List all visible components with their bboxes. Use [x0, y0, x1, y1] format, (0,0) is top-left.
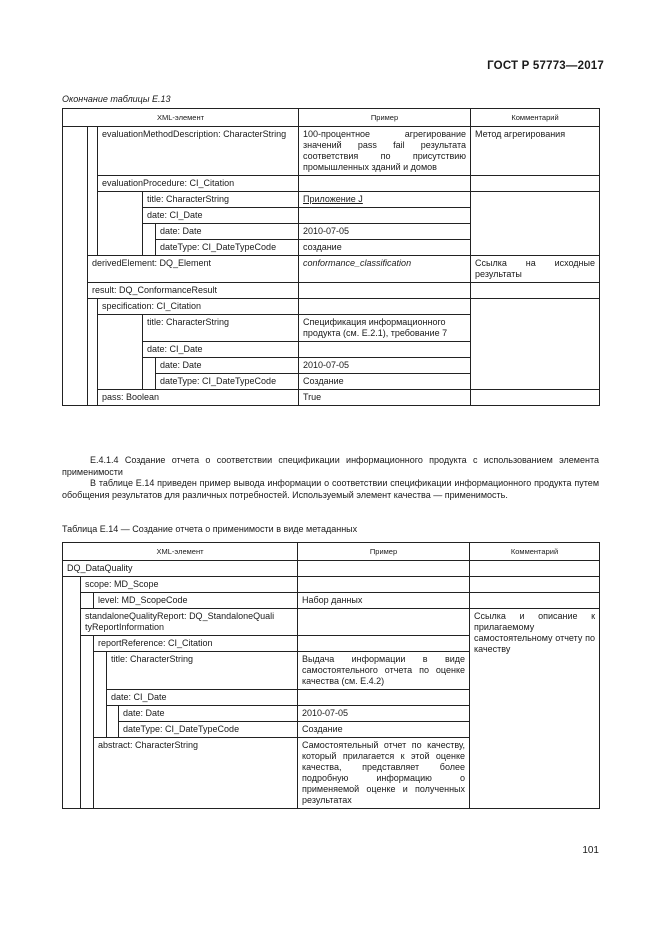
example-cell: 2010-07-05 — [299, 358, 471, 374]
table-row — [63, 127, 600, 176]
xml-element: title: CharacterString — [143, 192, 299, 208]
example-cell: Самостоятельный отчет по качеству, который прилагается к этой оценке качества, представляет более подробную информацию о применяемой оценке и полученных результатах — [298, 738, 470, 809]
comment-cell: Ссылка и описание к прилагаемому самостоятельному отчету по качеству — [470, 609, 600, 809]
table-row — [63, 593, 600, 609]
xml-element: dateType: CI_DateTypeCode — [156, 240, 299, 256]
xml-element: title: CharacterString — [107, 652, 298, 690]
col-header-example: Пример — [298, 543, 470, 561]
page-number: 101 — [582, 845, 599, 856]
table-row — [63, 283, 600, 299]
xml-element: date: Date — [156, 358, 299, 374]
example-cell: Спецификация информационного продукта (см. Е.2.1), требование 7 — [299, 315, 471, 342]
table-row — [63, 561, 600, 577]
comment-cell: Ссылка на исходные результаты — [471, 256, 600, 283]
table-e14 — [62, 542, 600, 809]
example-cell: Выдача информации в виде самостоятельного отчета по оценке качества (см. Е.4.2) — [298, 652, 470, 690]
example-cell: Набор данных — [298, 593, 470, 609]
xml-element: level: MD_ScopeCode — [94, 593, 298, 609]
document-code: ГОСТ Р 57773—2017 — [487, 60, 604, 72]
table-row — [63, 299, 600, 315]
example-cell: Создание — [299, 374, 471, 390]
col-header-comment: Комментарий — [471, 109, 600, 127]
xml-element: specification: CI_Citation — [98, 299, 299, 315]
table1-caption: Окончание таблицы Е.13 — [62, 94, 171, 104]
section-heading: Е.4.1.4 Создание отчета о соответствии спецификации информационного продукта с использованием элемента применимости — [62, 455, 599, 477]
table-header-row — [63, 543, 600, 561]
xml-element: date: CI_Date — [143, 342, 299, 358]
table2-caption: Таблица Е.14 — Создание отчета о применимости в виде метаданных — [62, 524, 358, 534]
xml-element: derivedElement: DQ_Element — [88, 256, 299, 283]
example-cell: 100-процентное агрегирование значений pass fail результата соответствия по присутствию промышленных зданий и домов — [299, 127, 471, 176]
example-cell: True — [299, 390, 471, 406]
comment-cell: Метод агрегирования — [471, 127, 600, 176]
table-row — [63, 192, 600, 208]
example-cell: создание — [299, 240, 471, 256]
xml-element: scope: MD_Scope — [81, 577, 298, 593]
col-header-example: Пример — [299, 109, 471, 127]
xml-element: title: CharacterString — [143, 315, 299, 342]
example-cell: Приложение J — [299, 192, 471, 208]
section-text — [62, 455, 599, 501]
table-row — [63, 176, 600, 192]
xml-element: date: CI_Date — [143, 208, 299, 224]
example-cell: Создание — [298, 722, 470, 738]
col-header-xml: XML-элемент — [63, 543, 298, 561]
example-cell: 2010-07-05 — [299, 224, 471, 240]
col-header-comment: Комментарий — [470, 543, 600, 561]
table-e13-end — [62, 108, 600, 406]
xml-element: dateType: CI_DateTypeCode — [156, 374, 299, 390]
section-paragraph: В таблице Е.14 приведен пример вывода информации о соответствии спецификации информационного продукта путем обобщения результатов для различных потребностей. Используемый элемент качества — применимость. — [62, 478, 599, 500]
xml-element: result: DQ_ConformanceResult — [88, 283, 299, 299]
table-header-row — [63, 109, 600, 127]
xml-element: standaloneQualityReport: DQ_StandaloneQuali tyReportInformation — [81, 609, 298, 636]
table-row — [63, 256, 600, 283]
xml-element: DQ_DataQuality — [63, 561, 298, 577]
xml-element: reportReference: CI_Citation — [94, 636, 298, 652]
xml-element: evaluationProcedure: CI_Citation — [98, 176, 299, 192]
xml-element: date: Date — [119, 706, 298, 722]
xml-element: dateType: CI_DateTypeCode — [119, 722, 298, 738]
xml-element: pass: Boolean — [98, 390, 299, 406]
xml-element: evaluationMethodDescription: CharacterString — [98, 127, 299, 176]
col-header-xml: XML-элемент — [63, 109, 299, 127]
xml-element: abstract: CharacterString — [94, 738, 298, 809]
table-row — [63, 609, 600, 636]
example-cell: conformance_classification — [299, 256, 471, 283]
xml-element: date: Date — [156, 224, 299, 240]
table-row — [63, 577, 600, 593]
xml-element: date: CI_Date — [107, 690, 298, 706]
table-row — [63, 390, 600, 406]
example-cell: 2010-07-05 — [298, 706, 470, 722]
